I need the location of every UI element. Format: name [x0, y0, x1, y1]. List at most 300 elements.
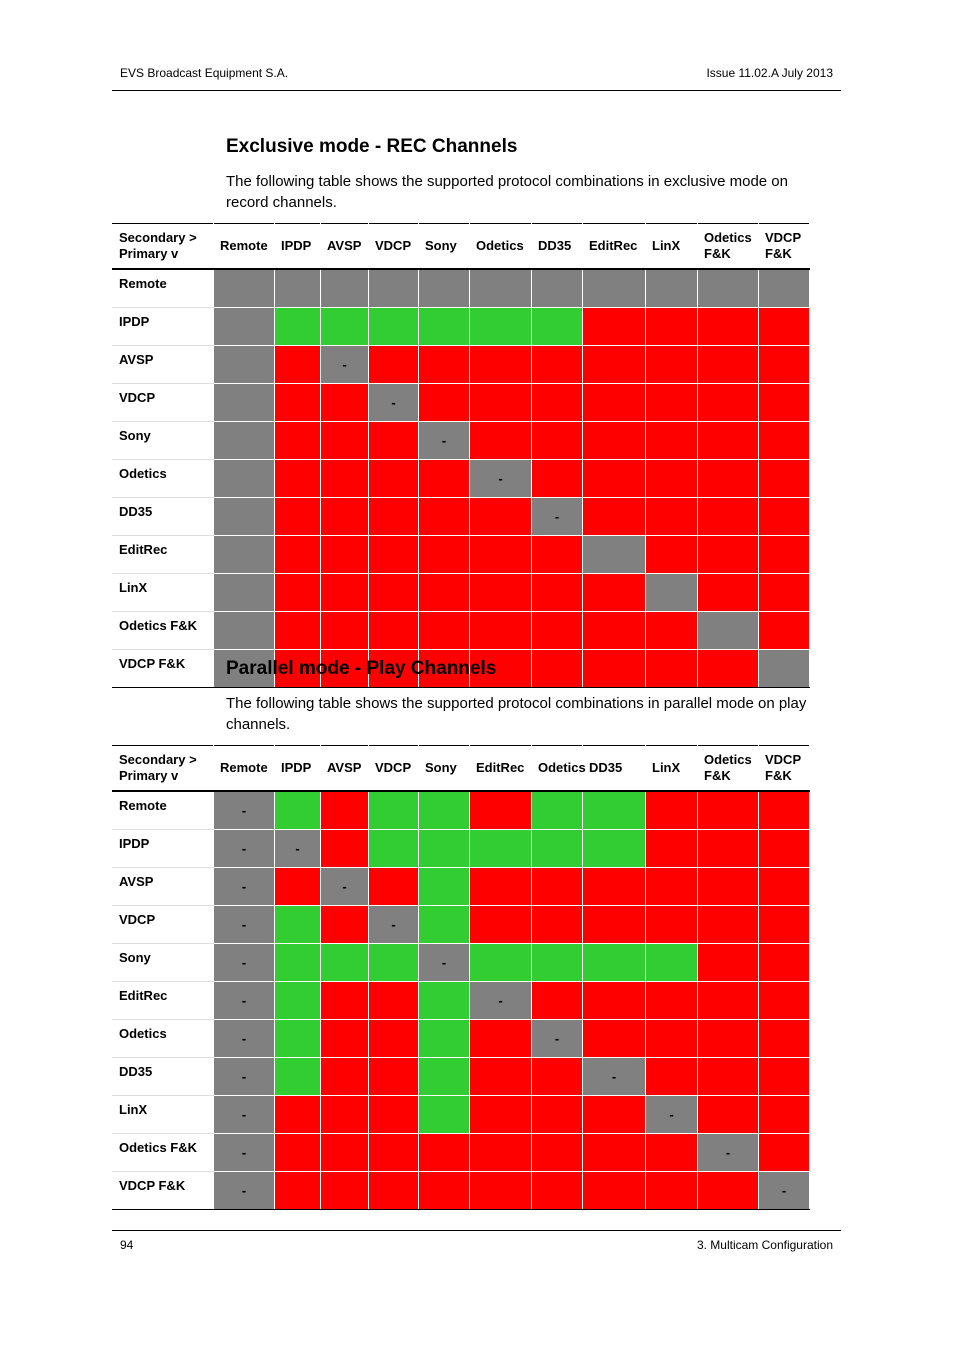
unsupported-cell	[583, 346, 646, 384]
unsupported-cell	[646, 346, 698, 384]
row-header: Sony	[113, 944, 214, 982]
column-header: AVSP	[321, 746, 369, 792]
na-cell	[698, 612, 759, 650]
na-cell: -	[698, 1134, 759, 1172]
unsupported-cell	[419, 346, 470, 384]
column-header: Odetics F&K	[698, 746, 759, 792]
unsupported-cell	[698, 498, 759, 536]
unsupported-cell	[532, 460, 583, 498]
na-cell: -	[369, 906, 419, 944]
unsupported-cell	[321, 830, 369, 868]
supported-cell	[419, 982, 470, 1020]
unsupported-cell	[583, 1172, 646, 1210]
unsupported-cell	[646, 1058, 698, 1096]
unsupported-cell	[275, 1134, 321, 1172]
row-header: IPDP	[113, 830, 214, 868]
row-header: AVSP	[113, 868, 214, 906]
na-cell	[369, 269, 419, 308]
table-row	[113, 384, 810, 422]
na-cell: -	[470, 982, 532, 1020]
unsupported-cell	[369, 612, 419, 650]
unsupported-cell	[646, 612, 698, 650]
unsupported-cell	[369, 1020, 419, 1058]
unsupported-cell	[698, 791, 759, 830]
column-header: VDCP F&K	[759, 224, 810, 270]
unsupported-cell	[470, 574, 532, 612]
unsupported-cell	[369, 536, 419, 574]
unsupported-cell	[369, 1172, 419, 1210]
na-cell: -	[369, 384, 419, 422]
supported-cell	[275, 906, 321, 944]
supported-cell	[470, 944, 532, 982]
na-cell	[759, 269, 810, 308]
unsupported-cell	[419, 574, 470, 612]
na-cell: -	[214, 791, 275, 830]
unsupported-cell	[275, 1172, 321, 1210]
unsupported-cell	[321, 982, 369, 1020]
unsupported-cell	[583, 906, 646, 944]
unsupported-cell	[759, 422, 810, 460]
supported-cell	[583, 791, 646, 830]
column-header: Odetics F&K	[698, 224, 759, 270]
unsupported-cell	[532, 906, 583, 944]
unsupported-cell	[646, 906, 698, 944]
unsupported-cell	[759, 574, 810, 612]
unsupported-cell	[759, 460, 810, 498]
na-cell: -	[532, 1020, 583, 1058]
unsupported-cell	[321, 460, 369, 498]
na-cell: -	[646, 1096, 698, 1134]
unsupported-cell	[646, 460, 698, 498]
row-header: EditRec	[113, 982, 214, 1020]
supported-cell	[321, 308, 369, 346]
unsupported-cell	[532, 650, 583, 688]
row-header: VDCP F&K	[113, 1172, 214, 1210]
unsupported-cell	[321, 384, 369, 422]
unsupported-cell	[698, 536, 759, 574]
unsupported-cell	[275, 1096, 321, 1134]
unsupported-cell	[470, 422, 532, 460]
unsupported-cell	[470, 1096, 532, 1134]
unsupported-cell	[759, 536, 810, 574]
table-row	[113, 460, 810, 498]
header-rule	[112, 90, 841, 91]
unsupported-cell	[419, 384, 470, 422]
na-cell	[214, 574, 275, 612]
unsupported-cell	[470, 346, 532, 384]
corner-label: Primary v	[119, 768, 179, 783]
unsupported-cell	[759, 1134, 810, 1172]
column-header: DD35	[583, 746, 646, 792]
column-header: Remote	[214, 224, 275, 270]
unsupported-cell	[698, 868, 759, 906]
table-row	[113, 536, 810, 574]
na-cell: -	[419, 944, 470, 982]
na-cell: -	[214, 982, 275, 1020]
row-header: LinX	[113, 574, 214, 612]
supported-cell	[470, 308, 532, 346]
unsupported-cell	[369, 1134, 419, 1172]
unsupported-cell	[275, 868, 321, 906]
na-cell: -	[214, 906, 275, 944]
table-row	[113, 498, 810, 536]
section-title: Exclusive mode - REC Channels	[226, 136, 518, 157]
row-header: VDCP	[113, 906, 214, 944]
supported-cell	[275, 944, 321, 982]
unsupported-cell	[275, 346, 321, 384]
unsupported-cell	[698, 1058, 759, 1096]
unsupported-cell	[275, 422, 321, 460]
column-header: Odetics	[532, 746, 583, 792]
supported-cell	[532, 830, 583, 868]
table-row	[113, 574, 810, 612]
row-header: DD35	[113, 498, 214, 536]
na-cell	[214, 269, 275, 308]
unsupported-cell	[321, 422, 369, 460]
unsupported-cell	[583, 498, 646, 536]
row-header: VDCP	[113, 384, 214, 422]
supported-cell	[532, 944, 583, 982]
unsupported-cell	[583, 1020, 646, 1058]
unsupported-cell	[583, 982, 646, 1020]
unsupported-cell	[646, 422, 698, 460]
unsupported-cell	[583, 308, 646, 346]
unsupported-cell	[532, 982, 583, 1020]
unsupported-cell	[532, 346, 583, 384]
footer-chapter: 3. Multicam Configuration	[696, 1238, 833, 1252]
supported-cell	[419, 906, 470, 944]
column-header: VDCP	[369, 224, 419, 270]
na-cell: -	[583, 1058, 646, 1096]
column-header: DD35	[532, 224, 583, 270]
unsupported-cell	[470, 1020, 532, 1058]
unsupported-cell	[759, 612, 810, 650]
table-row	[113, 944, 810, 982]
supported-cell	[419, 1020, 470, 1058]
unsupported-cell	[583, 612, 646, 650]
column-header: VDCP	[369, 746, 419, 792]
unsupported-cell	[369, 1096, 419, 1134]
supported-cell	[369, 308, 419, 346]
unsupported-cell	[646, 384, 698, 422]
na-cell: -	[275, 830, 321, 868]
na-cell	[214, 536, 275, 574]
unsupported-cell	[419, 498, 470, 536]
unsupported-cell	[321, 1096, 369, 1134]
na-cell	[214, 498, 275, 536]
header-right-text: Issue 11.02.A July 2013	[706, 66, 833, 80]
na-cell	[214, 346, 275, 384]
unsupported-cell	[369, 422, 419, 460]
supported-cell	[419, 791, 470, 830]
unsupported-cell	[759, 498, 810, 536]
supported-cell	[419, 830, 470, 868]
na-cell: -	[214, 830, 275, 868]
unsupported-cell	[698, 384, 759, 422]
unsupported-cell	[583, 384, 646, 422]
unsupported-cell	[470, 536, 532, 574]
unsupported-cell	[470, 1058, 532, 1096]
unsupported-cell	[532, 1096, 583, 1134]
corner-header	[113, 224, 214, 270]
na-cell	[321, 269, 369, 308]
na-cell: -	[759, 1172, 810, 1210]
na-cell: -	[321, 868, 369, 906]
table-row	[113, 422, 810, 460]
unsupported-cell	[698, 422, 759, 460]
na-cell: -	[214, 1134, 275, 1172]
unsupported-cell	[698, 346, 759, 384]
unsupported-cell	[532, 612, 583, 650]
table-row	[113, 791, 810, 830]
unsupported-cell	[698, 650, 759, 688]
na-cell: -	[419, 422, 470, 460]
table-row	[113, 906, 810, 944]
unsupported-cell	[698, 982, 759, 1020]
unsupported-cell	[646, 830, 698, 868]
na-cell	[419, 269, 470, 308]
unsupported-cell	[275, 498, 321, 536]
unsupported-cell	[532, 868, 583, 906]
unsupported-cell	[369, 868, 419, 906]
supported-cell	[419, 868, 470, 906]
supported-cell	[275, 308, 321, 346]
unsupported-cell	[275, 536, 321, 574]
unsupported-cell	[369, 346, 419, 384]
row-header: Odetics F&K	[113, 612, 214, 650]
na-cell: -	[321, 346, 369, 384]
unsupported-cell	[321, 1172, 369, 1210]
column-header: Remote	[214, 746, 275, 792]
table-row	[113, 346, 810, 384]
na-cell	[646, 269, 698, 308]
corner-header	[113, 746, 214, 792]
unsupported-cell	[419, 1172, 470, 1210]
unsupported-cell	[759, 1096, 810, 1134]
row-header: EditRec	[113, 536, 214, 574]
column-header: EditRec	[470, 746, 532, 792]
table-row	[113, 1134, 810, 1172]
unsupported-cell	[698, 906, 759, 944]
na-cell	[698, 269, 759, 308]
unsupported-cell	[759, 1058, 810, 1096]
unsupported-cell	[646, 1172, 698, 1210]
unsupported-cell	[583, 868, 646, 906]
na-cell	[532, 269, 583, 308]
unsupported-cell	[532, 574, 583, 612]
na-cell	[214, 460, 275, 498]
unsupported-cell	[646, 536, 698, 574]
supported-cell	[532, 791, 583, 830]
unsupported-cell	[321, 1058, 369, 1096]
unsupported-cell	[532, 384, 583, 422]
na-cell: -	[532, 498, 583, 536]
unsupported-cell	[698, 574, 759, 612]
header-left-text: EVS Broadcast Equipment S.A.	[120, 66, 289, 80]
unsupported-cell	[419, 612, 470, 650]
na-cell	[646, 574, 698, 612]
supported-cell	[583, 830, 646, 868]
column-header: IPDP	[275, 224, 321, 270]
table-row	[113, 269, 810, 308]
unsupported-cell	[532, 422, 583, 460]
corner-label: Secondary >	[119, 752, 197, 767]
table-row	[113, 1058, 810, 1096]
unsupported-cell	[369, 574, 419, 612]
unsupported-cell	[759, 906, 810, 944]
unsupported-cell	[321, 791, 369, 830]
na-cell	[214, 308, 275, 346]
table-row	[113, 1096, 810, 1134]
unsupported-cell	[470, 1172, 532, 1210]
unsupported-cell	[369, 498, 419, 536]
unsupported-cell	[583, 1096, 646, 1134]
table-row	[113, 1172, 810, 1210]
unsupported-cell	[419, 536, 470, 574]
supported-cell	[532, 308, 583, 346]
unsupported-cell	[321, 574, 369, 612]
row-header: Odetics	[113, 460, 214, 498]
na-cell	[275, 269, 321, 308]
unsupported-cell	[698, 460, 759, 498]
supported-cell	[419, 1096, 470, 1134]
unsupported-cell	[419, 460, 470, 498]
column-header: Odetics	[470, 224, 532, 270]
unsupported-cell	[470, 384, 532, 422]
unsupported-cell	[470, 868, 532, 906]
supported-cell	[646, 944, 698, 982]
unsupported-cell	[470, 791, 532, 830]
unsupported-cell	[369, 982, 419, 1020]
unsupported-cell	[321, 498, 369, 536]
unsupported-cell	[646, 982, 698, 1020]
supported-cell	[369, 830, 419, 868]
unsupported-cell	[532, 1172, 583, 1210]
na-cell	[214, 422, 275, 460]
footer-rule	[112, 1230, 841, 1231]
row-header: Odetics F&K	[113, 1134, 214, 1172]
table-row	[113, 868, 810, 906]
unsupported-cell	[583, 574, 646, 612]
column-header: LinX	[646, 224, 698, 270]
table-row	[113, 308, 810, 346]
unsupported-cell	[646, 308, 698, 346]
row-header: Odetics	[113, 1020, 214, 1058]
unsupported-cell	[275, 574, 321, 612]
unsupported-cell	[275, 612, 321, 650]
unsupported-cell	[698, 944, 759, 982]
na-cell: -	[214, 944, 275, 982]
row-header: AVSP	[113, 346, 214, 384]
supported-cell	[275, 1058, 321, 1096]
unsupported-cell	[275, 384, 321, 422]
supported-cell	[275, 982, 321, 1020]
unsupported-cell	[369, 460, 419, 498]
unsupported-cell	[321, 612, 369, 650]
row-header: VDCP F&K	[113, 650, 214, 688]
unsupported-cell	[369, 1058, 419, 1096]
table-row	[113, 612, 810, 650]
row-header: Remote	[113, 269, 214, 308]
corner-label: Primary v	[119, 246, 179, 261]
na-cell: -	[214, 1020, 275, 1058]
unsupported-cell	[583, 1134, 646, 1172]
section-title: Parallel mode - Play Channels	[226, 658, 497, 679]
column-header: LinX	[646, 746, 698, 792]
column-header: VDCP F&K	[759, 746, 810, 792]
unsupported-cell	[532, 536, 583, 574]
column-header: Sony	[419, 224, 470, 270]
unsupported-cell	[759, 982, 810, 1020]
na-cell: -	[470, 460, 532, 498]
column-header: IPDP	[275, 746, 321, 792]
supported-cell	[419, 308, 470, 346]
column-header: Sony	[419, 746, 470, 792]
row-header: Remote	[113, 791, 214, 830]
unsupported-cell	[759, 308, 810, 346]
unsupported-cell	[759, 346, 810, 384]
unsupported-cell	[583, 650, 646, 688]
table-row	[113, 830, 810, 868]
table-row	[113, 982, 810, 1020]
table-row	[113, 1020, 810, 1058]
unsupported-cell	[646, 791, 698, 830]
unsupported-cell	[698, 1096, 759, 1134]
supported-cell	[275, 791, 321, 830]
row-header: IPDP	[113, 308, 214, 346]
row-header: LinX	[113, 1096, 214, 1134]
unsupported-cell	[419, 1134, 470, 1172]
unsupported-cell	[759, 944, 810, 982]
unsupported-cell	[759, 1020, 810, 1058]
section-intro: The following table shows the supported protocol combinations in parallel mode on play channels.	[226, 695, 807, 733]
unsupported-cell	[470, 498, 532, 536]
unsupported-cell	[646, 1020, 698, 1058]
unsupported-cell	[698, 1020, 759, 1058]
na-cell	[470, 269, 532, 308]
unsupported-cell	[646, 868, 698, 906]
supported-cell	[470, 830, 532, 868]
unsupported-cell	[759, 791, 810, 830]
unsupported-cell	[646, 1134, 698, 1172]
unsupported-cell	[470, 612, 532, 650]
unsupported-cell	[583, 422, 646, 460]
unsupported-cell	[275, 460, 321, 498]
unsupported-cell	[321, 906, 369, 944]
supported-cell	[275, 1020, 321, 1058]
section-intro: The following table shows the supported protocol combinations in exclusive mode on record channels.	[226, 173, 788, 211]
na-cell	[583, 269, 646, 308]
unsupported-cell	[759, 830, 810, 868]
na-cell: -	[214, 1096, 275, 1134]
unsupported-cell	[646, 498, 698, 536]
unsupported-cell	[321, 1134, 369, 1172]
na-cell	[214, 384, 275, 422]
column-header: AVSP	[321, 224, 369, 270]
protocol-matrix-parallel	[112, 745, 810, 1210]
unsupported-cell	[321, 536, 369, 574]
unsupported-cell	[470, 1134, 532, 1172]
na-cell	[759, 650, 810, 688]
unsupported-cell	[470, 906, 532, 944]
unsupported-cell	[698, 1172, 759, 1210]
supported-cell	[369, 944, 419, 982]
supported-cell	[583, 944, 646, 982]
row-header: Sony	[113, 422, 214, 460]
na-cell	[583, 536, 646, 574]
unsupported-cell	[321, 1020, 369, 1058]
corner-label: Secondary >	[119, 230, 197, 245]
